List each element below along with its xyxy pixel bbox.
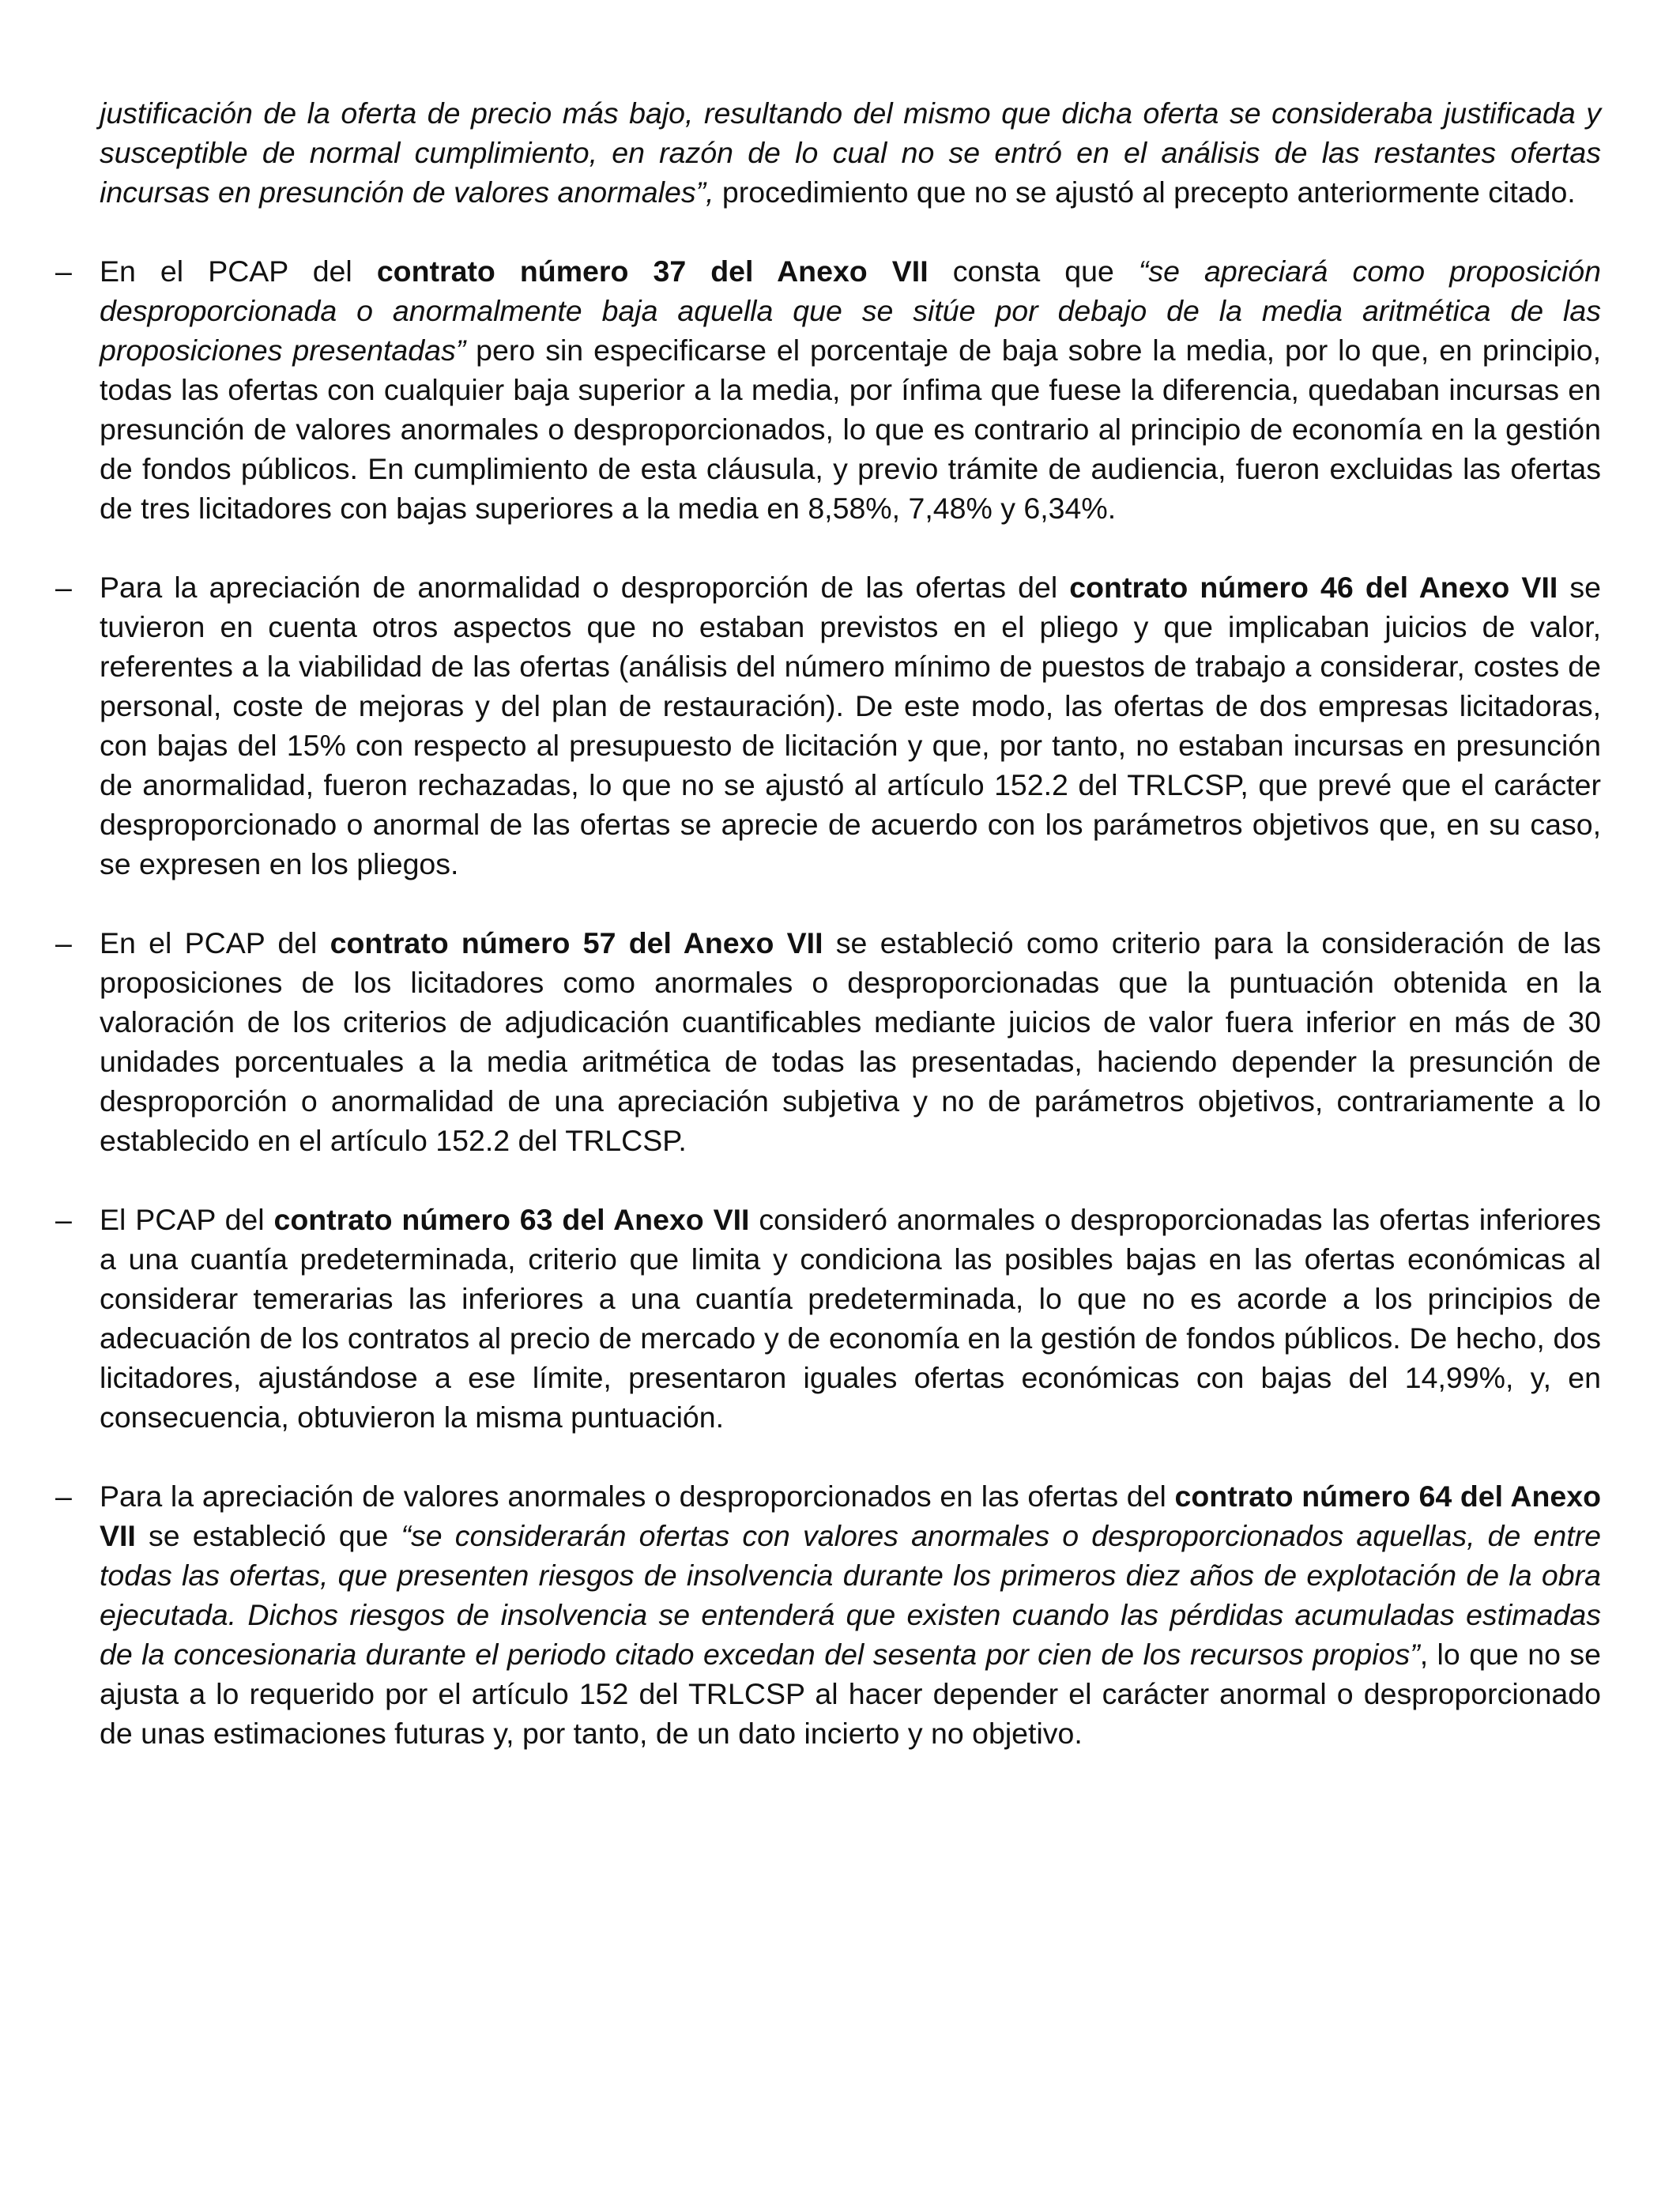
bullet-contrato-37: – En el PCAP del contrato número 37 del Anexo VII consta que “se apreciará como proposición desproporcionada o anormalmente baja aquella que se sitúe por debajo de la media aritmética de las proposiciones presentadas” pero sin especificarse el porcentaje de baja sobre la media, por lo que, en principio, todas las ofertas con cualquier baja superior a la media, por ínfima que fuese la diferencia, quedaban incursas en presunción de valores anormales o desproporcionados, lo que es contrario al principio de economía en la gestión de fondos públicos. En cumplimiento de esta cláusula, y previo trámite de audiencia, fueron excluidas las ofertas de tres licitadores con bajas superiores a la media en 8,58%, 7,48% y 6,34%. — [100, 251, 1601, 528]
pcap-quote: “se considerarán ofertas con valores anormales o desproporcionados aquellas, de entre todas las ofertas, que presenten riesgos de insolvencia durante los primeros diez años de explotación de la obra ejecutada. Dichos riesgos de insolvencia se entenderá que existen cuando las pérdidas acumuladas estimadas de la concesionaria durante el periodo citado excedan del sesenta por cien de los recursos propios” — [100, 1519, 1601, 1671]
contract-reference: contrato número 64 del Anexo VII — [100, 1480, 1601, 1552]
intro-paragraph — [100, 93, 1601, 212]
intro-quote: justificación de la oferta de precio más bajo, resultando del mismo que dicha oferta se consideraba justificada y susceptible de normal cumplimiento, en razón de lo cual no se entró en el análisis de las restantes ofertas incursas en presunción de valores anormales”, — [100, 96, 1601, 209]
bullet-contrato-46: – Para la apreciación de anormalidad o desproporción de las ofertas del contrato número 46 del Anexo VII se tuvieron en cuenta otros aspectos que no estaban previstos en el pliego y que implicaban juicios de valor, referentes a la viabilidad de las ofertas (análisis del número mínimo de puestos de trabajo a considerar, costes de personal, coste de mejoras y del plan de restauración). De este modo, las ofertas de dos empresas licitadoras, con bajas del 15% con respecto al presupuesto de licitación y que, por tanto, no estaban incursas en presunción de anormalidad, fueron rechazadas, lo que no se ajustó al artículo 152.2 del TRLCSP, que prevé que el carácter desproporcionado o anormal de las ofertas se aprecie de acuerdo con los parámetros objetivos que, en su caso, se expresen en los pliegos. — [100, 567, 1601, 884]
bullet-dash: – — [55, 1203, 72, 1236]
bullet-dash: – — [55, 571, 72, 604]
contract-reference: contrato número 57 del Anexo VII — [330, 926, 823, 959]
bullet-contrato-64: – Para la apreciación de valores anormales o desproporcionados en las ofertas del contrato número 64 del Anexo VII se estableció que “se considerarán ofertas con valores anormales o desproporcionados aquellas, de entre todas las ofertas, que presenten riesgos de insolvencia durante los primeros diez años de explotación de la obra ejecutada. Dichos riesgos de insolvencia se entenderá que existen cuando las pérdidas acumuladas estimadas de la concesionaria durante el periodo citado excedan del sesenta por cien de los recursos propios”, lo que no se ajusta a lo requerido por el artículo 152 del TRLCSP al hacer depender el carácter anormal o desproporcionado de unas estimaciones futuras y, por tanto, de un dato incierto y no objetivo. — [100, 1476, 1601, 1753]
bullet-contrato-63: – El PCAP del contrato número 63 del Anexo VII consideró anormales o desproporcionadas las ofertas inferiores a una cuantía predeterminada, criterio que limita y condiciona las posibles bajas en las ofertas económicas al considerar temerarias las inferiores a una cuantía predeterminada, lo que no es acorde a los principios de adecuación de los contratos al precio de mercado y de economía en la gestión de fondos públicos. De hecho, dos licitadores, ajustándose a ese límite, presentaron iguales ofertas económicas con bajas del 14,99%, y, en consecuencia, obtuvieron la misma puntuación. — [100, 1200, 1601, 1437]
bullet-dash: – — [55, 926, 72, 959]
intro-text: procedimiento que no se ajustó al precepto anteriormente citado. — [714, 175, 1576, 209]
contract-reference: contrato número 63 del Anexo VII — [273, 1203, 750, 1236]
bullet-dash: – — [55, 1480, 72, 1513]
bullet-contrato-57: – En el PCAP del contrato número 57 del Anexo VII se estableció como criterio para la consideración de las proposiciones de los licitadores como anormales o desproporcionadas que la puntuación obtenida en la valoración de los criterios de adjudicación cuantificables mediante juicios de valor fuera inferior en más de 30 unidades porcentuales a la media aritmética de todas las presentadas, haciendo depender la presunción de desproporción o anormalidad de una apreciación subjetiva y no de parámetros objetivos, contrariamente a lo establecido en el artículo 152.2 del TRLCSP. — [100, 923, 1601, 1160]
contract-reference: contrato número 46 del Anexo VII — [1069, 571, 1558, 604]
bullet-dash: – — [55, 254, 72, 288]
pcap-quote: “se apreciará como proposición desproporcionada o anormalmente baja aquella que se sitúe por debajo de la media aritmética de las proposiciones presentadas” — [100, 254, 1602, 367]
document-page — [55, 93, 1602, 1753]
contract-reference: contrato número 37 del Anexo VII — [376, 254, 929, 288]
